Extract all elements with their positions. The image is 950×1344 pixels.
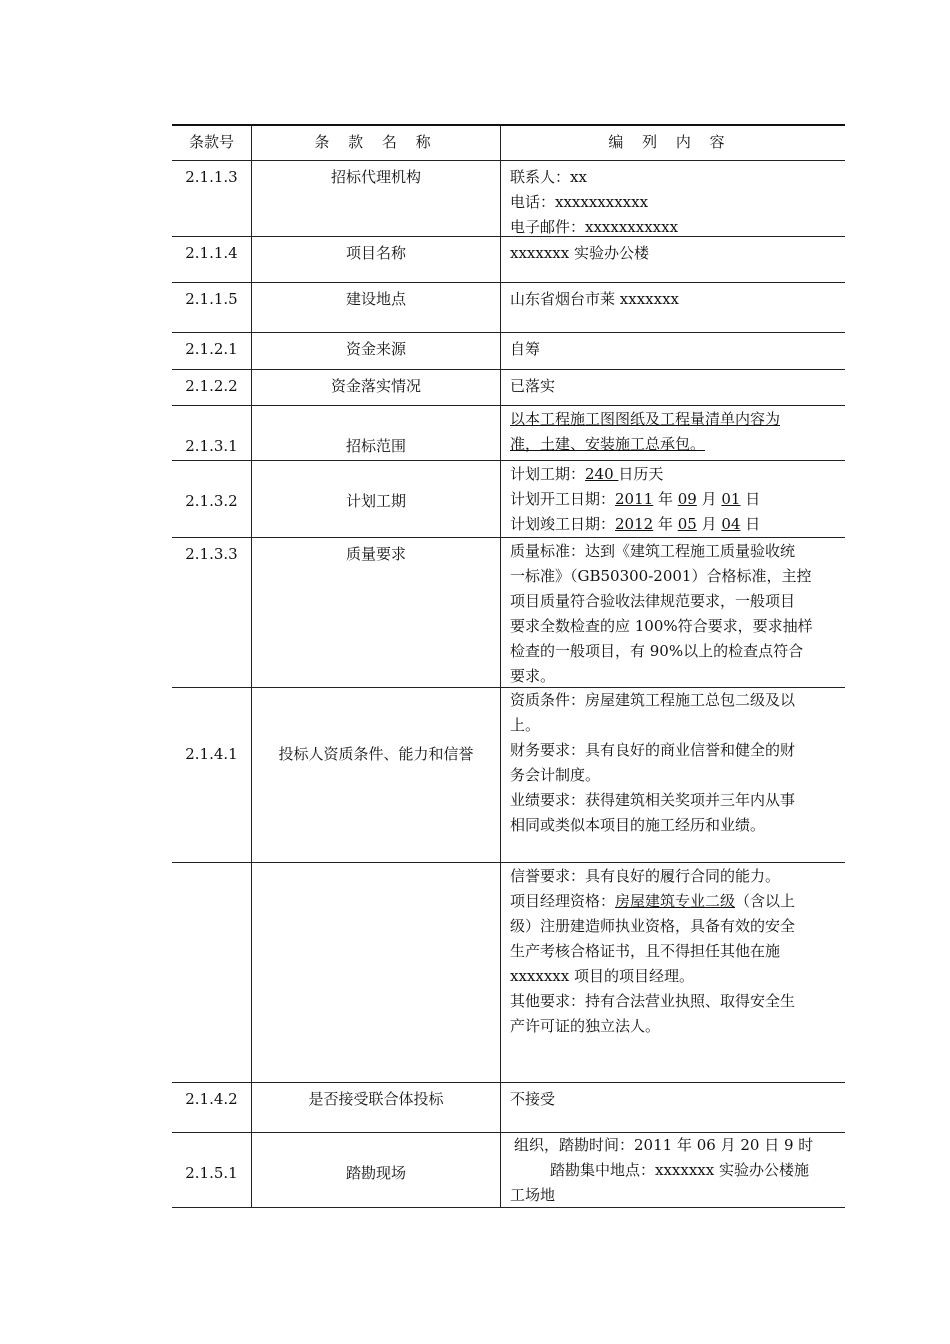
table-row	[172, 461, 845, 538]
content-line: 已落实	[510, 377, 556, 395]
content-line: 资质条件：房屋建筑工程施工总包二级及以	[510, 691, 796, 709]
content-line: 以本工程施工图图纸及工程量清单内容为	[510, 410, 781, 428]
clause-name: 投标人资质条件、能力和信誉	[252, 688, 501, 862]
start-day: 01	[721, 490, 741, 508]
table-row	[172, 538, 845, 688]
content-line: 电子邮件：xxxxxxxxxxx	[510, 218, 679, 236]
pm-qualification-suffix: （含以上	[735, 892, 796, 910]
table-row	[172, 1083, 845, 1133]
header-content: 编 列 内 容	[608, 133, 732, 151]
content-line: 其他要求：持有合法营业执照、取得安全生	[510, 992, 796, 1010]
table-row	[172, 333, 845, 370]
content-line: 上。	[510, 716, 541, 734]
clause-name: 资金来源	[252, 333, 501, 369]
clause-content	[501, 406, 845, 460]
content-line: 级）注册建造师执业资格，具备有效的安全	[510, 917, 796, 935]
table-row	[172, 161, 845, 237]
clause-name: 招标代理机构	[252, 161, 501, 236]
content-line: 联系人：xx	[510, 168, 587, 186]
clause-name	[252, 863, 501, 1082]
end-month: 05	[677, 515, 697, 533]
clause-content	[501, 1133, 845, 1207]
clause-number: 2.1.2.2	[172, 370, 252, 405]
end-label: 计划竣工日期：	[510, 515, 616, 533]
day-unit: 日	[740, 515, 761, 533]
duration-unit: 日历天	[618, 465, 664, 483]
month-unit: 月	[696, 490, 722, 508]
end-day: 04	[721, 515, 741, 533]
clause-content	[501, 370, 845, 405]
table-row	[172, 237, 845, 283]
content-line: 要求。	[510, 667, 556, 685]
month-unit: 月	[696, 515, 722, 533]
content-line: 质量标准：达到《建筑工程施工质量验收统	[510, 542, 796, 560]
content-line: 检查的一般项目，有 90%以上的检查点符合	[510, 642, 804, 660]
clause-content	[501, 1083, 845, 1132]
clause-number: 2.1.4.2	[172, 1083, 252, 1132]
table-row	[172, 406, 845, 461]
start-month: 09	[677, 490, 697, 508]
clause-content	[501, 461, 845, 537]
start-label: 计划开工日期：	[510, 490, 616, 508]
content-line: 要求全数检查的应 100%符合要求，要求抽样	[510, 617, 813, 635]
table-row	[172, 863, 845, 1083]
duration-days: 240	[585, 465, 619, 483]
end-year: 2012	[615, 515, 654, 533]
clause-name: 是否接受联合体投标	[252, 1083, 501, 1132]
clause-number: 2.1.3.3	[172, 538, 252, 687]
clause-number: 2.1.1.3	[172, 161, 252, 236]
clause-number: 2.1.2.1	[172, 333, 252, 369]
clause-number: 2.1.1.4	[172, 237, 252, 282]
day-unit: 日	[740, 490, 761, 508]
content-line: 山东省烟台市莱 xxxxxxx	[510, 290, 679, 308]
clause-number: 2.1.5.1	[172, 1133, 252, 1207]
year-unit: 年	[653, 490, 678, 508]
content-line: 一标准》（GB50300-2001）合格标准，主控	[510, 567, 812, 585]
planned-start-date	[510, 487, 839, 512]
table-row	[172, 1133, 845, 1208]
clause-name: 质量要求	[252, 538, 501, 687]
start-year: 2011	[615, 490, 654, 508]
clause-content	[501, 161, 845, 236]
content-line: xxxxxxx 项目的项目经理。	[510, 967, 694, 985]
content-line	[510, 889, 839, 914]
clause-content	[501, 333, 845, 369]
clause-content	[501, 237, 845, 282]
content-line: 信誉要求：具有良好的履行合同的能力。	[510, 867, 781, 885]
planned-duration	[510, 462, 839, 487]
content-line: 踏勘集中地点：xxxxxxx 实验办公楼施	[550, 1161, 809, 1179]
clause-name: 项目名称	[252, 237, 501, 282]
content-line: 组织，踏勘时间：2011 年 06 月 20 日 9 时	[514, 1136, 814, 1154]
duration-label: 计划工期：	[510, 465, 586, 483]
clause-number: 2.1.3.1	[172, 406, 252, 460]
clause-name: 资金落实情况	[252, 370, 501, 405]
content-line: 财务要求：具有良好的商业信誉和健全的财	[510, 741, 796, 759]
year-unit: 年	[653, 515, 678, 533]
content-line: 生产考核合格证书，且不得担任其他在施	[510, 942, 781, 960]
content-line: 业绩要求：获得建筑相关奖项并三年内从事	[510, 791, 796, 809]
content-line: 电话：xxxxxxxxxxx	[510, 193, 649, 211]
content-line: 项目质量符合验收法律规范要求，一般项目	[510, 592, 796, 610]
clause-number: 2.1.3.2	[172, 461, 252, 537]
clause-content	[501, 688, 845, 862]
bid-data-table	[172, 124, 845, 1208]
clause-content	[501, 538, 845, 687]
table-row	[172, 370, 845, 406]
planned-end-date	[510, 512, 839, 537]
clause-number	[172, 863, 252, 1082]
content-line: 务会计制度。	[510, 766, 601, 784]
content-line: 准，土建、安装施工总承包。	[510, 435, 706, 453]
clause-name: 踏勘现场	[252, 1133, 501, 1207]
content-line: 不接受	[510, 1090, 556, 1108]
content-line: 相同或类似本项目的施工经历和业绩。	[510, 816, 766, 834]
clause-content	[501, 283, 845, 332]
content-line: 产许可证的独立法人。	[510, 1017, 661, 1035]
content-line: 工场地	[510, 1186, 556, 1204]
clause-number: 2.1.4.1	[172, 688, 252, 862]
clause-content	[501, 863, 845, 1082]
pm-qualification-label: 项目经理资格：	[510, 892, 616, 910]
table-header	[172, 124, 845, 161]
table-row	[172, 688, 845, 863]
clause-name: 建设地点	[252, 283, 501, 332]
clause-number: 2.1.1.5	[172, 283, 252, 332]
clause-name: 计划工期	[252, 461, 501, 537]
content-line: xxxxxxx 实验办公楼	[510, 244, 649, 262]
header-clause-number: 条款号	[172, 126, 252, 160]
clause-name: 招标范围	[252, 406, 501, 460]
header-clause-name: 条 款 名 称	[252, 126, 501, 160]
pm-qualification-value: 房屋建筑专业二级	[615, 892, 736, 910]
content-line: 自筹	[510, 340, 541, 358]
table-row	[172, 283, 845, 333]
